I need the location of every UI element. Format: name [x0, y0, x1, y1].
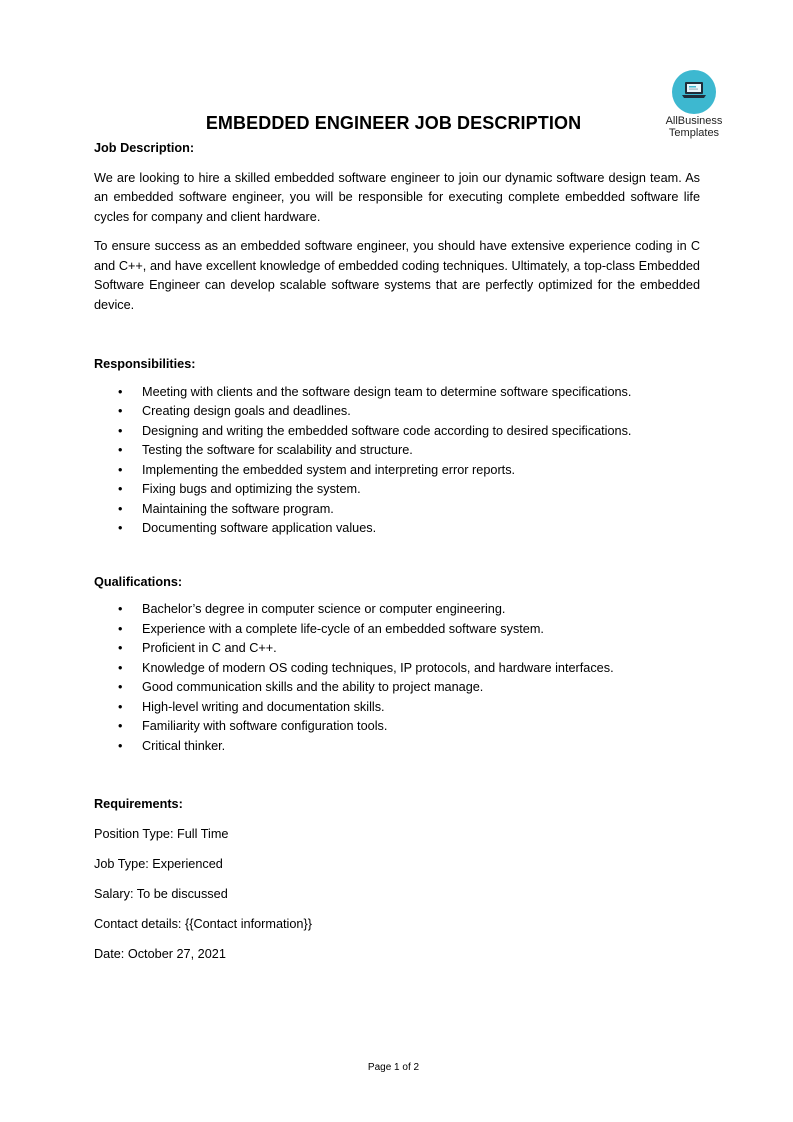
- qualification-item: [94, 698, 700, 718]
- responsibility-item-text: Fixing bugs and optimizing the system.: [142, 482, 361, 496]
- job-description-para-1: We are looking to hire a skilled embedded software engineer to join our dynamic software design team. As an embedded software engineer, you will be responsible for executing complete embedded software life cycles for company and client hardware.: [94, 170, 700, 224]
- responsibility-item: [94, 383, 700, 403]
- contact-details: Contact details: {{Contact information}}: [94, 917, 312, 931]
- qualification-item: [94, 678, 700, 698]
- responsibilities-list: [94, 383, 700, 539]
- laptop-icon: [672, 70, 716, 114]
- bullet-icon: •: [118, 738, 123, 753]
- qualification-item-text: Experience with a complete life-cycle of an embedded software system.: [142, 621, 544, 636]
- bullet-icon: •: [118, 699, 123, 714]
- bullet-icon: •: [118, 602, 123, 616]
- requirements-heading: Requirements:: [94, 797, 183, 811]
- qualification-item: [94, 737, 700, 757]
- qualification-item: [94, 620, 700, 640]
- responsibility-item-text: Creating design goals and deadlines.: [142, 404, 351, 418]
- responsibility-item: [94, 500, 700, 520]
- responsibility-item: [94, 480, 700, 500]
- responsibility-item: [94, 402, 700, 422]
- bullet-icon: •: [118, 660, 123, 675]
- job-description-para-2: To ensure success as an embedded software engineer, you should have extensive experience coding in C and C++, and have excellent knowledge of embedded coding techniques. Ultimately, a top-class Embedded Software Engineer can develop scalable software systems that are perfectly optimized for the embedded device.: [94, 239, 700, 312]
- qualification-item-text: High-level writing and documentation skills.: [142, 699, 385, 714]
- qualifications-heading: Qualifications:: [94, 574, 183, 589]
- bullet-icon: •: [118, 423, 123, 438]
- qualification-item-text: Bachelor’s degree in computer science or computer engineering.: [142, 602, 506, 616]
- responsibility-item-text: Documenting software application values.: [142, 521, 377, 535]
- qualifications-list: [94, 600, 700, 756]
- page-title: EMBEDDED ENGINEER JOB DESCRIPTION: [205, 113, 582, 133]
- responsibility-item-text: Designing and writing the embedded software code according to desired specifications.: [142, 423, 632, 438]
- bullet-icon: •: [118, 384, 123, 399]
- bullet-icon: •: [118, 641, 123, 655]
- job-type: Job Type: Experienced: [94, 857, 223, 871]
- logo-line2: Templates: [668, 127, 720, 139]
- bullet-icon: •: [118, 621, 123, 636]
- qualification-item-text: Knowledge of modern OS coding techniques, IP protocols, and hardware interfaces.: [142, 660, 614, 675]
- qualification-item-text: Familiarity with software configuration tools.: [142, 719, 388, 733]
- qualification-item: [94, 717, 700, 737]
- bullet-icon: •: [118, 443, 123, 457]
- salary: Salary: To be discussed: [94, 887, 228, 901]
- bullet-icon: •: [118, 521, 123, 535]
- bullet-icon: •: [118, 404, 123, 418]
- bullet-icon: •: [118, 680, 123, 694]
- position-type: Position Type: Full Time: [94, 827, 229, 841]
- responsibility-item: [94, 422, 700, 442]
- bullet-icon: •: [118, 462, 123, 477]
- qualification-item: [94, 600, 700, 620]
- document-body: [94, 139, 700, 965]
- logo-line1: AllBusiness: [665, 115, 723, 127]
- qualification-item: [94, 639, 700, 659]
- responsibility-item: [94, 519, 700, 539]
- qualification-item: [94, 659, 700, 679]
- page-footer: Page 1 of 2: [367, 1062, 420, 1073]
- qualification-item-text: Good communication skills and the ability to project manage.: [142, 680, 484, 694]
- job-description-heading: Job Description:: [94, 141, 195, 155]
- responsibility-item-text: Meeting with clients and the software design team to determine software specifications.: [142, 384, 632, 399]
- responsibilities-heading: Responsibilities:: [94, 357, 196, 371]
- responsibility-item: [94, 461, 700, 481]
- qualification-item-text: Proficient in C and C++.: [142, 641, 277, 655]
- date: Date: October 27, 2021: [94, 947, 226, 961]
- responsibility-item-text: Testing the software for scalability and structure.: [142, 443, 413, 457]
- responsibility-item-text: Implementing the embedded system and interpreting error reports.: [142, 462, 516, 477]
- qualification-item-text: Critical thinker.: [142, 738, 226, 753]
- responsibility-item-text: Maintaining the software program.: [142, 501, 334, 516]
- responsibility-item: [94, 441, 700, 461]
- bullet-icon: •: [118, 482, 123, 496]
- bullet-icon: •: [118, 719, 123, 733]
- bullet-icon: •: [118, 501, 123, 516]
